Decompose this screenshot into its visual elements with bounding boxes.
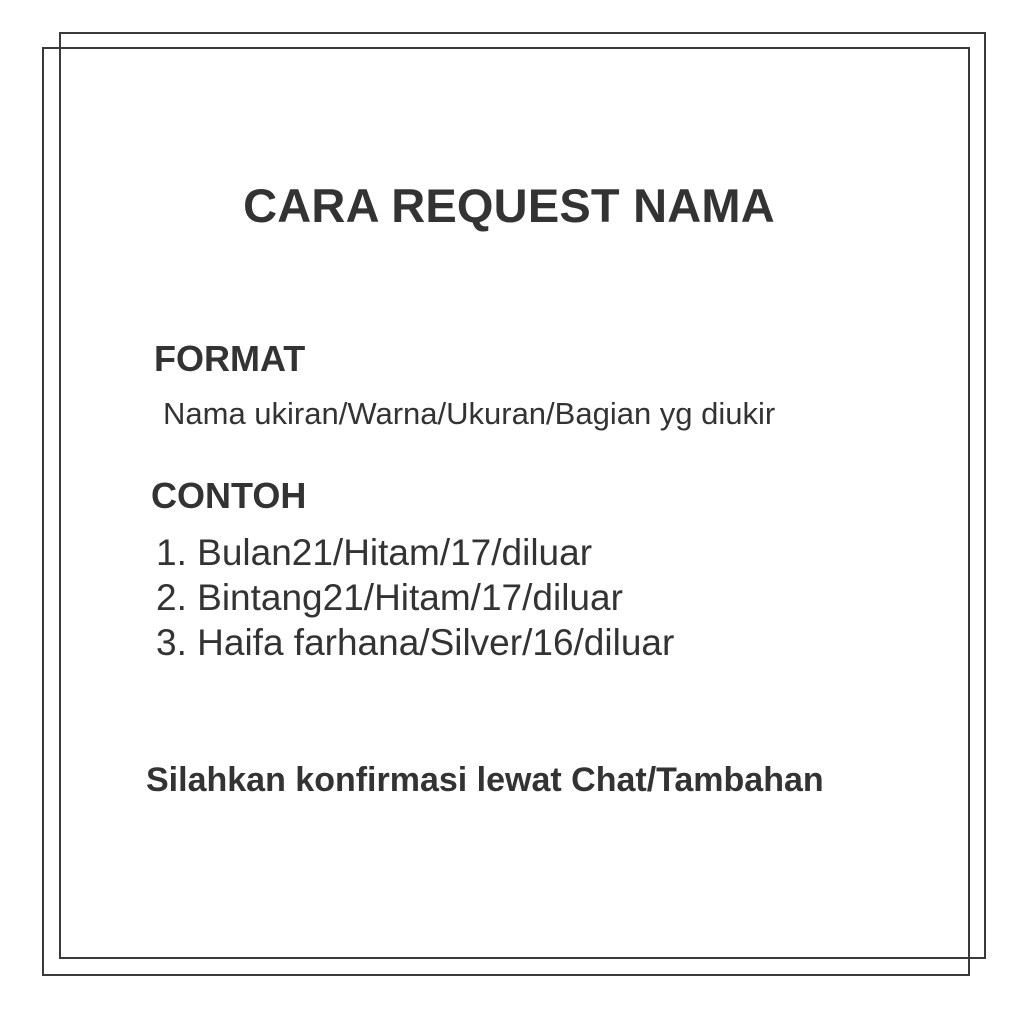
example-number: 2. (156, 577, 187, 618)
footer-note: Silahkan konfirmasi lewat Chat/Tambahan (146, 761, 824, 799)
format-heading: FORMAT (154, 338, 306, 379)
example-item (156, 530, 674, 575)
example-number: 3. (156, 622, 187, 663)
example-item (156, 575, 674, 620)
contoh-heading: CONTOH (151, 475, 307, 516)
example-text: Haifa farhana/Silver/16/diluar (197, 622, 675, 663)
example-list (156, 530, 674, 665)
example-number: 1. (156, 532, 187, 573)
page-title: CARA REQUEST NAMA (243, 179, 775, 232)
example-text: Bintang21/Hitam/17/diluar (197, 577, 623, 618)
example-text: Bulan21/Hitam/17/diluar (197, 532, 593, 573)
format-description: Nama ukiran/Warna/Ukuran/Bagian yg diukir (163, 396, 776, 431)
example-item (156, 620, 674, 665)
